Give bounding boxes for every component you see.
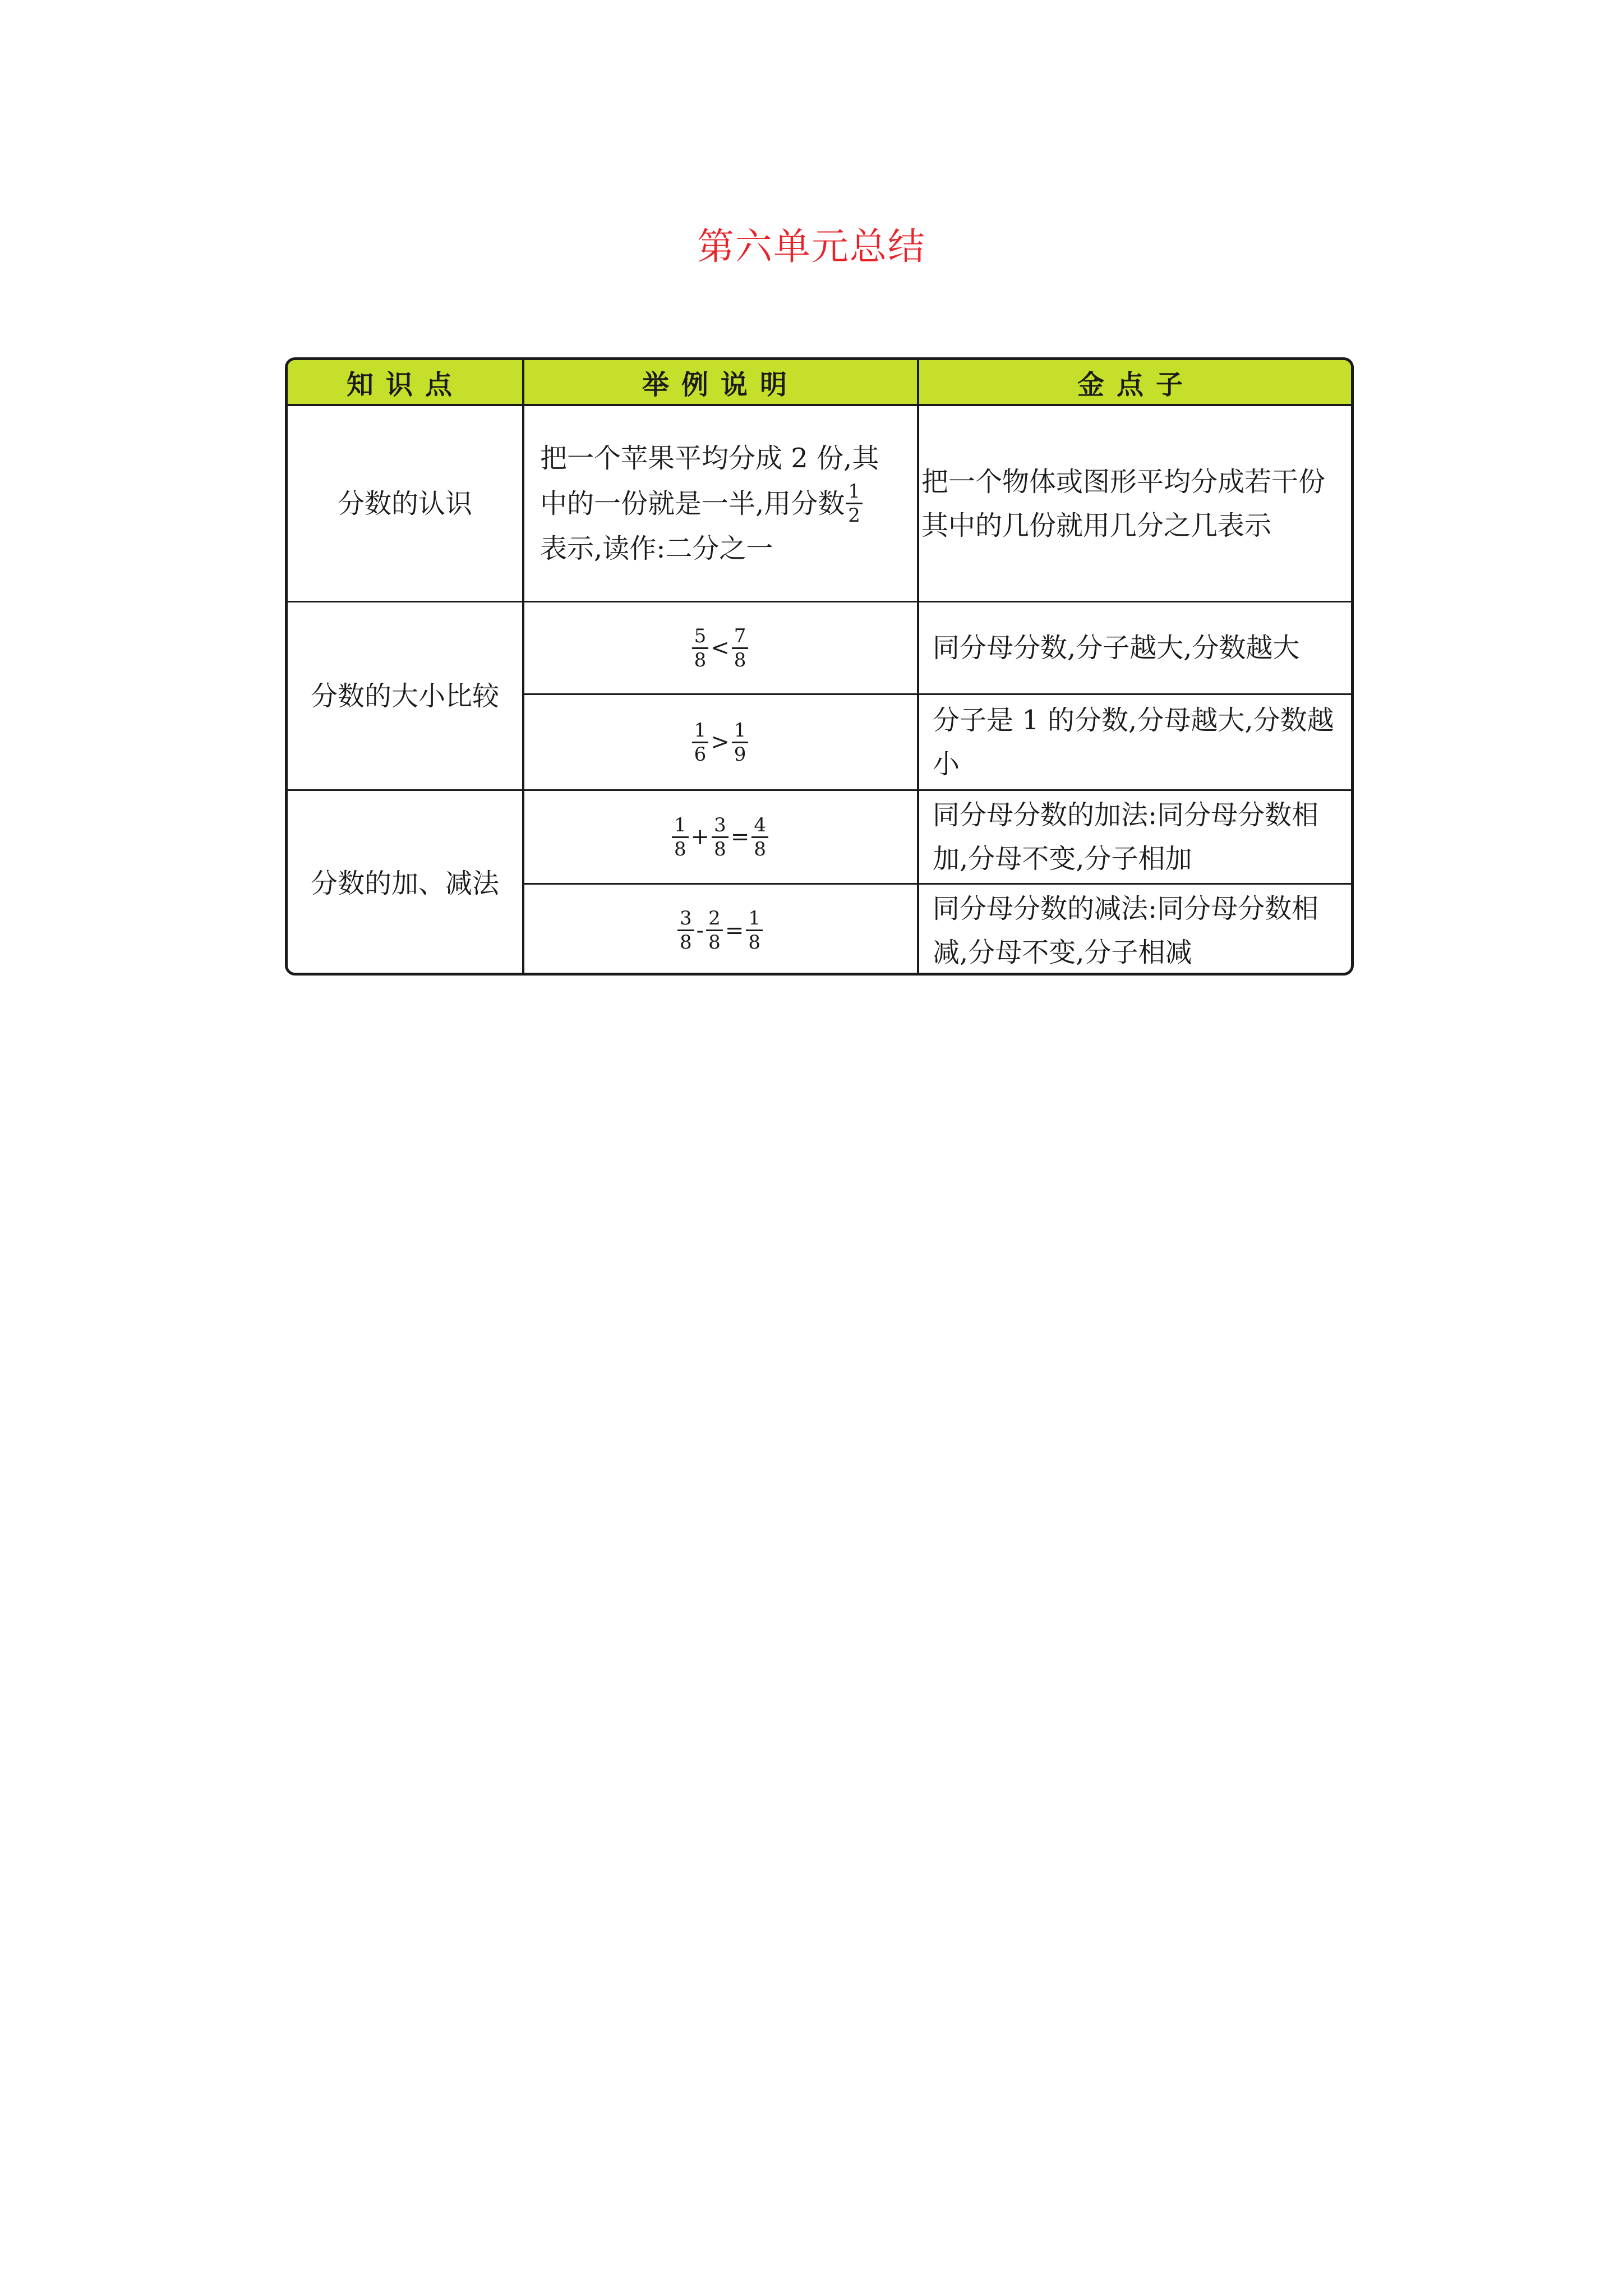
numerator: 1 (746, 907, 763, 931)
fraction (692, 625, 709, 671)
topic-label: 分数的认识 (337, 487, 472, 519)
example-line: 中的一份就是一半,用分数 (540, 487, 845, 519)
numerator: 5 (692, 625, 709, 649)
example-line: 表示,读作:二分之一 (540, 533, 773, 564)
numerator: 3 (677, 907, 694, 931)
example-compare-same-denominator (523, 602, 917, 693)
denominator: 9 (734, 743, 746, 766)
denominator: 8 (754, 838, 766, 861)
fraction (732, 625, 749, 671)
header-knowledge-point: 知识点 (288, 360, 523, 406)
equals-sign: = (725, 917, 744, 944)
denominator: 8 (734, 648, 746, 671)
numerator: 3 (712, 814, 728, 838)
denominator: 8 (708, 931, 721, 954)
fraction (672, 814, 689, 861)
tip-subtraction (933, 885, 1348, 976)
tip-text: 同分母分数的加法:同分母分数相加,分母不变,分子相加 (933, 799, 1319, 875)
summary-table (285, 357, 1354, 976)
example-compare-unit-fraction (523, 695, 917, 789)
example-subtraction (523, 885, 917, 976)
example-addition (523, 791, 917, 883)
less-than-sign: < (711, 635, 730, 661)
topic-fraction-recognition (288, 406, 522, 601)
denominator: 8 (694, 648, 707, 671)
topic-label: 分数的加、减法 (310, 868, 499, 899)
tip-text: 同分母分数的减法:同分母分数相减,分母不变,分子相减 (933, 892, 1319, 968)
fraction (677, 907, 694, 954)
fraction (746, 907, 763, 954)
header-tip: 金点子 (918, 360, 1354, 406)
tip-compare-same-denominator (933, 602, 1354, 693)
numerator: 2 (706, 907, 723, 931)
numerator: 1 (692, 719, 709, 743)
topic-label: 分数的大小比较 (310, 680, 499, 712)
tip-compare-unit-fraction (933, 695, 1348, 789)
fraction (751, 814, 768, 861)
tip-text: 把一个物体或图形平均分成若干份其中的几份就用几分之几表示 (921, 466, 1326, 541)
minus-sign: - (696, 917, 704, 944)
fraction-one-half (846, 480, 863, 527)
example-fraction-recognition (540, 406, 910, 601)
page-title: 第六单元总结 (697, 225, 926, 268)
fraction (732, 719, 749, 766)
topic-fraction-add-subtract (288, 791, 522, 976)
plus-sign: + (690, 824, 710, 850)
numerator: 1 (672, 814, 689, 838)
tip-fraction-recognition (921, 406, 1354, 601)
denominator: 8 (674, 838, 686, 861)
equals-sign: = (730, 824, 750, 850)
denominator: 2 (848, 504, 860, 527)
numerator: 1 (732, 719, 749, 743)
fraction (706, 907, 723, 954)
header-example: 举例说明 (523, 360, 918, 406)
example-line: 把一个苹果平均分成 2 份,其 (540, 443, 879, 474)
greater-than-sign: > (711, 729, 730, 755)
numerator: 1 (846, 480, 863, 504)
numerator: 4 (751, 814, 768, 838)
tip-text: 分子是 1 的分数,分母越大,分数越小 (933, 705, 1334, 780)
denominator: 6 (694, 743, 707, 766)
tip-addition (933, 791, 1348, 883)
fraction (712, 814, 728, 861)
denominator: 8 (680, 931, 692, 954)
denominator: 8 (714, 838, 726, 861)
topic-fraction-comparison (288, 602, 522, 789)
tip-text: 同分母分数,分子越大,分数越大 (933, 632, 1300, 664)
column-divider (917, 360, 919, 973)
numerator: 7 (732, 625, 749, 649)
denominator: 8 (748, 931, 760, 954)
fraction (692, 719, 709, 766)
